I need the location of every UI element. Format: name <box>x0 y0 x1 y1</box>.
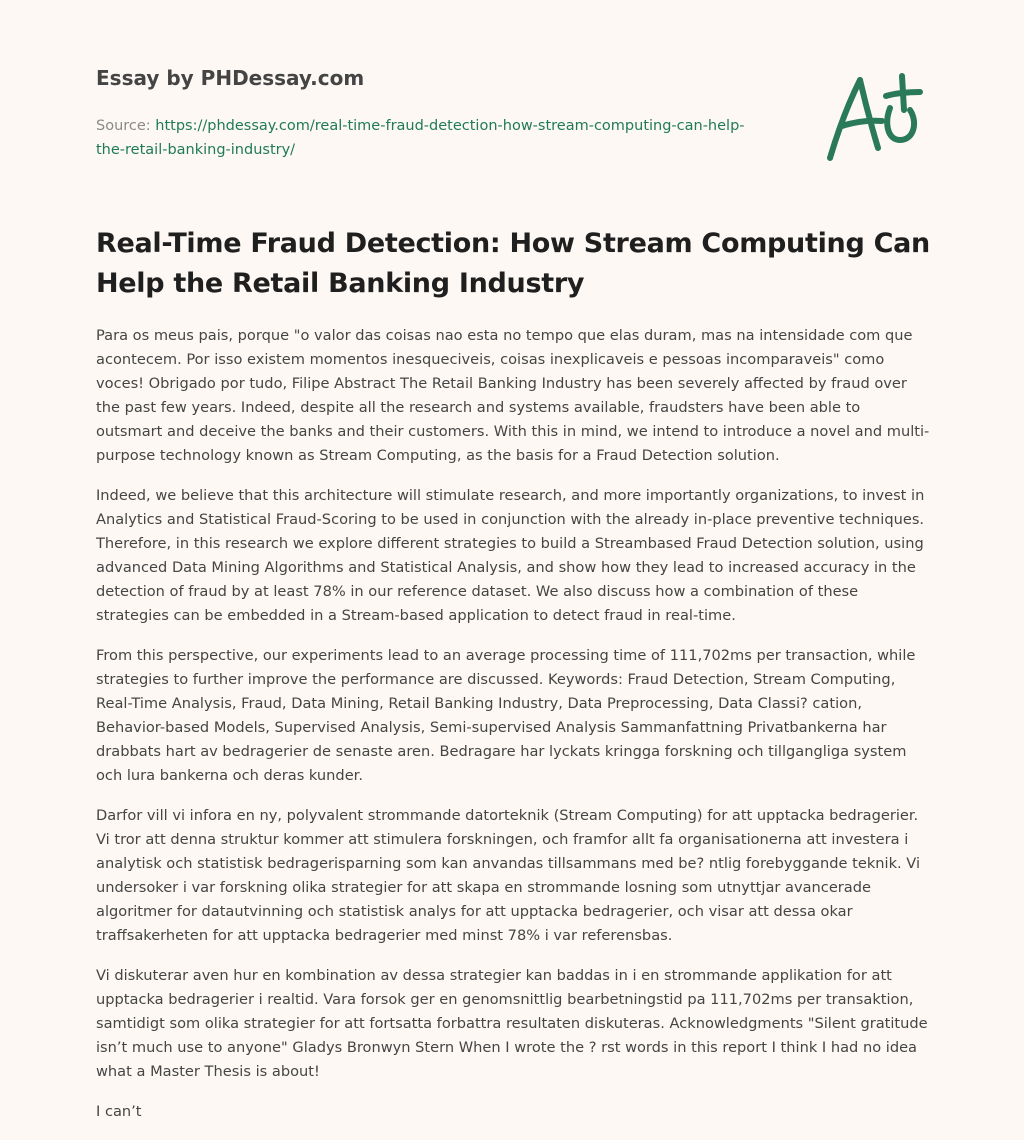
source-label: Source: <box>96 118 156 134</box>
essay-header <box>96 62 796 162</box>
paragraph: Indeed, we believe that this architecture will stimulate research, and more importantly organizations, to invest in Analytics and Statistical Fraud-Scoring to be used in conjunction with the already in-place preventive techniques. Therefore, in this research we explore different strategies to build a Streambased Fraud Detection solution, using advanced Data Mining Algorithms and Statistical Analysis, and show how they lead to increased accuracy in the detection of fraud by at least 78% in our reference dataset. We also discuss how a combination of these strategies can be embedded in a Stream-based application to detect fraud in real-time. <box>96 487 925 624</box>
essay-body <box>96 324 930 1140</box>
paragraph: Darfor vill vi infora en ny, polyvalent strommande datorteknik (Stream Computing) for att upptacka bedragerier. Vi tror att denna struktur kommer att stimulera forskningen, och framfor allt fa organisationerna att investera i analytisk och statistisk bedragerisparning som kan anvandas tillsammans med be? ntlig forebyggande teknik. Vi undersoker i var forskning olika strategier for att skapa en strommande losning som utnyttjar avancerade algoritmer for datautvinning och statistisk analys for att upptacka bedragerier, och visar att dessa okar traffsakerheten for att upptacka bedragerier med minst 78% i var referensbas. <box>96 807 921 944</box>
site-title: Essay by PHDessay.com <box>96 66 365 90</box>
a-plus-logo-icon <box>820 66 930 166</box>
source-line <box>96 114 756 162</box>
paragraph: From this perspective, our experiments lead to an average processing time of 111,702ms per transaction, while strategies to further improve the performance are discussed. Keywords: Fraud Detection, Stream Computing, Real-Time Analysis, Fraud, Data Mining, Retail Banking Industry, Data Preprocessing, Data Classi? cation, Behavior-based Models, Supervised Analysis, Semi-supervised Analysis Sammanfattning Privatbankerna har drabbats hart av bedragerier de senaste aren. Bedragare har lyckats kringga forskning och tillgangliga system och lura bankerna och deras kunder. <box>96 647 916 784</box>
paragraph: Para os meus pais, porque "o valor das coisas nao esta no tempo que elas duram, mas na intensidade com que acontecem. Por isso existem momentos inesqueciveis, coisas inexplicaveis e pessoas incomparaveis" como voces! Obrigado por tudo, Filipe Abstract The Retail Banking Industry has been severely affected by fraud over the past few years. Indeed, despite all the research and systems available, fraudsters have been able to outsmart and deceive the banks and their customers. With this in mind, we intend to introduce a novel and multi-purpose technology known as Stream Computing, as the basis for a Fraud Detection solution. <box>96 327 930 464</box>
paragraph: Vi diskuterar aven hur en kombination av dessa strategier kan baddas in i en strommande applikation for att upptacka bedragerier i realtid. Vara forsok ger en genomsnittlig bearbetningstid pa 111,702ms per transaktion, samtidigt som olika strategier for att fortsatta forbattra resultaten diskuteras. Acknowledgments "Silent gratitude isn’t much use to anyone" Gladys Bronwyn Stern When I wrote the ? rst words in this report I think I had no idea what a Master Thesis is about! <box>96 967 928 1080</box>
source-link[interactable]: https://phdessay.com/real-time-fraud-detection-how-stream-computing-can-help-the-retail-banking-industry/ <box>96 118 745 158</box>
essay-title: Real-Time Fraud Detection: How Stream Computing Can Help the Retail Banking Industry <box>96 228 930 299</box>
paragraph: I can’t <box>96 1103 142 1120</box>
